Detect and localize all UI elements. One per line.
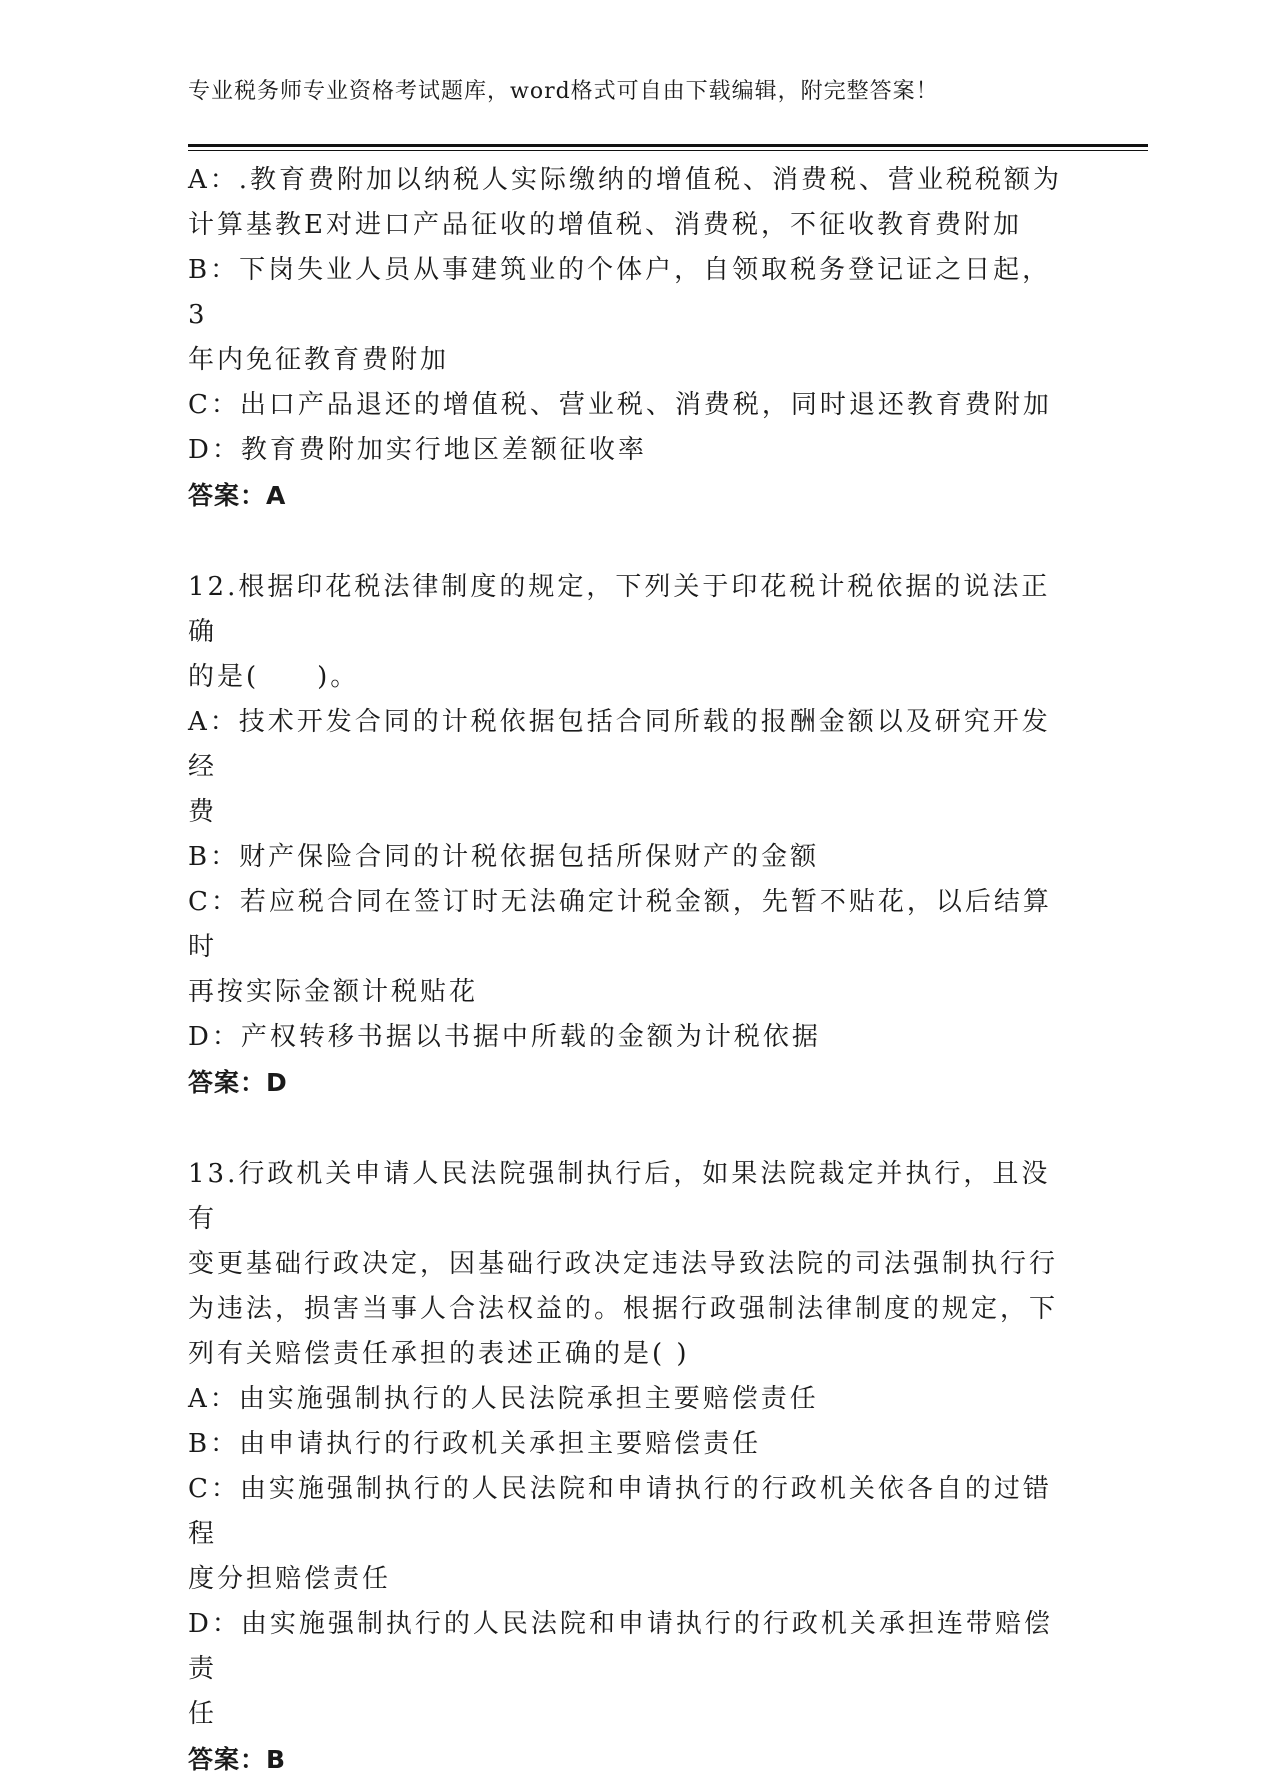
header-rule-thick [188, 144, 1148, 147]
option-b-line: B：由申请执行的行政机关承担主要赔偿责任 [188, 1429, 762, 1459]
question-stem-line: 13.行政机关申请人民法院强制执行后，如果法院裁定并执行，且没有 [188, 1159, 1051, 1234]
option-a-line: A：技术开发合同的计税依据包括合同所载的报酬金额以及研究开发经 [188, 707, 1051, 782]
option-d-line: D：教育费附加实行地区差额征收率 [188, 435, 647, 465]
question-stem-line: 变更基础行政决定，因基础行政决定违法导致法院的司法强制执行行 [188, 1249, 1059, 1279]
question-block-13 [188, 1152, 1068, 1782]
option-d-line: 任 [188, 1699, 218, 1729]
question-stem-line: 为违法，损害当事人合法权益的。根据行政强制法律制度的规定，下 [188, 1294, 1059, 1324]
option-a-line: A：由实施强制执行的人民法院承担主要赔偿责任 [188, 1384, 819, 1414]
question-block-12 [188, 565, 1068, 1105]
answer-label: 答案：B [188, 1745, 287, 1774]
question-stem-line: 的是( )。 [188, 662, 360, 692]
option-d-line: D：产权转移书据以书据中所载的金额为计税依据 [188, 1022, 821, 1052]
option-c-line: C：若应税合同在签订时无法确定计税金额，先暂不贴花，以后结算时 [188, 887, 1052, 962]
answer-label: 答案：D [188, 1068, 288, 1097]
document-body [188, 158, 1068, 1782]
option-c-line: 再按实际金额计税贴花 [188, 977, 479, 1007]
option-a-line: 费 [188, 797, 218, 827]
question-spacer [188, 518, 1068, 565]
page-header: 专业税务师专业资格考试题库，word格式可自由下载编辑，附完整答案！ [188, 79, 939, 104]
question-stem-line: 12.根据印花税法律制度的规定，下列关于印花税计税依据的说法正确 [188, 572, 1051, 647]
header-rule-thin [188, 150, 1148, 151]
option-c-line: 度分担赔偿责任 [188, 1564, 392, 1594]
option-b-line: B：下岗失业人员从事建筑业的个体户，自领取税务登记证之日起，3 [188, 255, 1052, 330]
question-spacer [188, 1105, 1068, 1152]
option-b-line: B：财产保险合同的计税依据包括所保财产的金额 [188, 842, 820, 872]
answer-label: 答案：A [188, 481, 287, 510]
option-c-line: C：出口产品退还的增值税、营业税、消费税，同时退还教育费附加 [188, 390, 1052, 420]
option-a-line: 计算基教E对进口产品征收的增值税、消费税，不征收教育费附加 [188, 210, 1022, 240]
option-c-line: C：由实施强制执行的人民法院和申请执行的行政机关依各自的过错程 [188, 1474, 1052, 1549]
question-block-11 [188, 158, 1068, 518]
option-b-line: 年内免征教育费附加 [188, 345, 450, 375]
question-stem-line: 列有关赔偿责任承担的表述正确的是( ) [188, 1339, 690, 1369]
option-a-line: A：.教育费附加以纳税人实际缴纳的增值税、消费税、营业税税额为 [188, 165, 1063, 195]
option-d-line: D：由实施强制执行的人民法院和申请执行的行政机关承担连带赔偿责 [188, 1609, 1053, 1684]
